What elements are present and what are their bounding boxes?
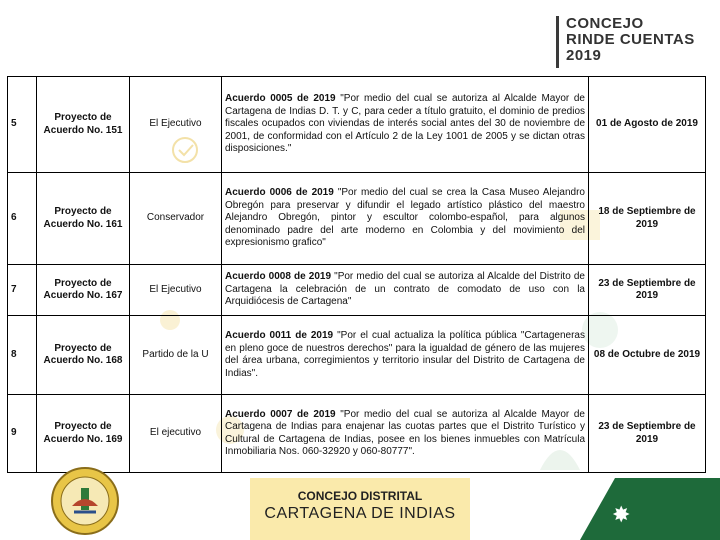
fecha-sancion: 18 de Septiembre de 2019: [589, 173, 706, 265]
table-row: [8, 395, 706, 473]
acuerdo-descripcion: [222, 77, 589, 173]
acuerdo-titulo: Acuerdo 0008 de 2019: [225, 271, 332, 283]
acuerdo-titulo: Acuerdo 0007 de 2019: [225, 408, 336, 420]
acuerdo-texto: "Por medio del cual se autoriza al Alcalde Mayor de Cartagena de Indias D. T. y C, para ceder a título gratuito, el dominio de predios fiscales ocupados con viviendas de interés social antes del 30 de noviembre de 2001, de conformidad con el Artículo 2 de la Ley 1001 de 2005 y se dictan otras disposiciones.": [225, 93, 585, 155]
logo-divider: [556, 16, 559, 68]
acuerdo-texto: "Por medio del cual se crea la Casa Museo Alejandro Obregón para preservar y difundir el legado artístico plástico del maestro Alejandro Obregón, pintor y escultor colombo-español, para algunos denominado padre del arte moderno en Colombia y del movimiento del expresionismo grafico": [225, 187, 585, 249]
logo-line-3: 2019: [566, 47, 602, 64]
fecha-sancion: 08 de Octubre de 2019: [589, 316, 706, 395]
proyecto-acuerdo: Proyecto de Acuerdo No. 161: [37, 173, 130, 265]
fecha-sancion: 23 de Septiembre de 2019: [589, 265, 706, 316]
star-icon: ✸: [612, 502, 631, 527]
autor: El Ejecutivo: [130, 265, 222, 316]
logo-line-1: CONCEJO: [566, 15, 644, 32]
row-number: 8: [8, 316, 37, 395]
autor: Partido de la U: [130, 316, 222, 395]
footer-title: CONCEJO DISTRITAL: [297, 489, 423, 503]
table-row: [8, 316, 706, 395]
row-number: 9: [8, 395, 37, 473]
row-number: 5: [8, 77, 37, 173]
fecha-sancion: 23 de Septiembre de 2019: [589, 395, 706, 473]
autor: Conservador: [130, 173, 222, 265]
table-row: [8, 265, 706, 316]
acuerdo-texto: "Por medio del cual se autoriza al Alcalde Mayor de Cartagena de Indias para enajenar las cuotas partes que el Distrito Turístico y Cultural de Cartagena de Indias, posee en los bienes inmuebles con Matrícula Inmobiliaria Nos. 060-32920 y 060-80777".: [225, 408, 585, 457]
autor: El Ejecutivo: [130, 77, 222, 173]
proyecto-acuerdo: Proyecto de Acuerdo No. 167: [37, 265, 130, 316]
autor: El ejecutivo: [130, 395, 222, 473]
table-row: [8, 77, 706, 173]
fecha-sancion: 01 de Agosto de 2019: [589, 77, 706, 173]
proyecto-acuerdo: Proyecto de Acuerdo No. 151: [37, 77, 130, 173]
footer-subtitle: CARTAGENA DE INDIAS: [264, 505, 456, 522]
table-row: [8, 173, 706, 265]
acuerdo-descripcion: [222, 173, 589, 265]
acuerdo-descripcion: [222, 395, 589, 473]
proyecto-acuerdo: Proyecto de Acuerdo No. 168: [37, 316, 130, 395]
acuerdo-titulo: Acuerdo 0011 de 2019: [225, 330, 334, 341]
logo-line-2: RINDE CUENTAS: [566, 31, 695, 48]
proyecto-acuerdo: Proyecto de Acuerdo No. 169: [37, 395, 130, 473]
acuerdo-texto: "Por el cual actualiza la política pública "Cartageneras en pleno goce de nuestros derechos" para la igualdad de género de las mujeres del área urbana, corregimientos y territorio insular del Distrito de Cartagena de Indias".: [225, 330, 585, 379]
city-seal-icon: [50, 466, 120, 536]
row-number: 6: [8, 173, 37, 265]
acuerdo-titulo: Acuerdo 0005 de 2019: [225, 93, 336, 105]
acuerdo-texto: "Por medio del cual se autoriza al Alcalde del Distrito de Cartagena la celebración de un contrato de comodato de uso con la Arquidiócesis de Cartagena": [225, 271, 585, 308]
footer-green-bar: [580, 478, 720, 540]
row-number: 7: [8, 265, 37, 316]
acuerdo-descripcion: [222, 316, 589, 395]
acuerdo-descripcion: [222, 265, 589, 316]
acuerdos-table: [7, 76, 706, 473]
concejo-rinde-cuentas-logo: [556, 14, 706, 70]
acuerdo-titulo: Acuerdo 0006 de 2019: [225, 187, 334, 199]
